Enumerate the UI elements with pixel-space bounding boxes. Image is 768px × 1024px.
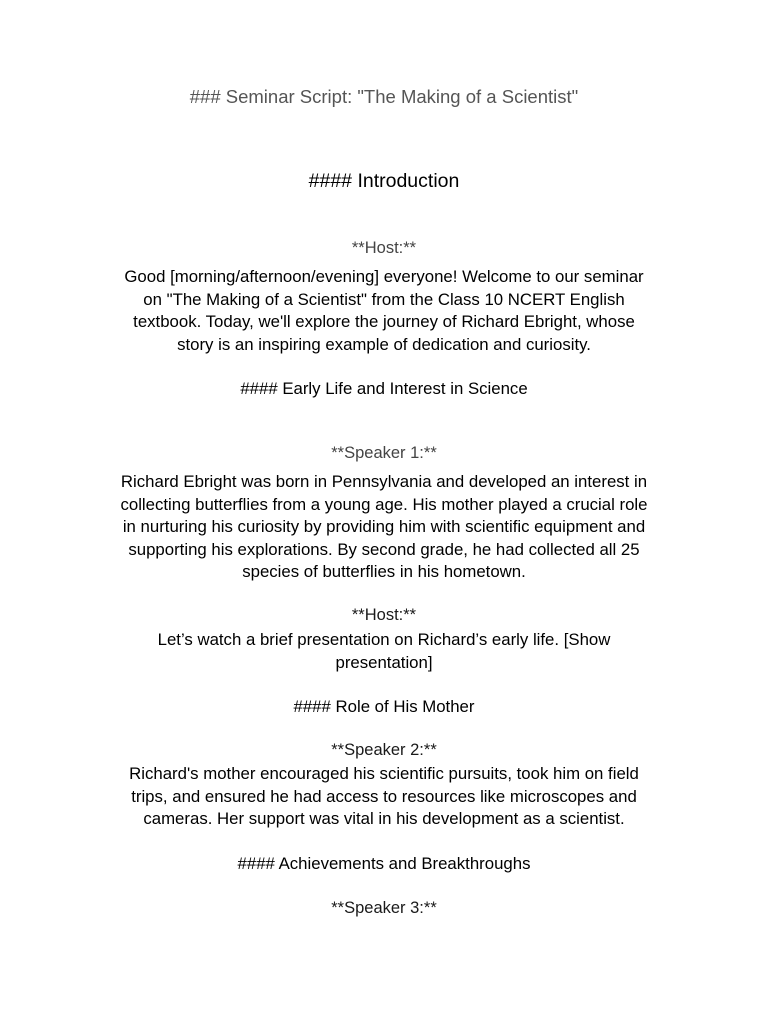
paragraph-line: cameras. Her support was vital in his development as a scientist. [143,809,625,829]
paragraph-line: in nurturing his curiosity by providing him with scientific equipment and [122,517,646,537]
host-label: **Host:** [351,239,417,257]
early-life-heading: #### Early Life and Interest in Science [240,379,528,398]
paragraph-line: trips, and ensured he had access to resources like microscopes and [131,786,637,806]
paragraph-line: textbook. Today, we'll explore the journey of Richard Ebright, whose [133,312,635,332]
speaker-2-paragraph [90,763,678,831]
speaker-1-label: **Speaker 1:** [331,444,437,462]
introduction-heading: #### Introduction [308,170,460,192]
paragraph-line: Let’s watch a brief presentation on Richard’s early life. [Show [157,630,611,649]
achievements-heading: #### Achievements and Breakthroughs [237,854,531,873]
paragraph-line: Good [morning/afternoon/evening] everyone! Welcome to our seminar [124,267,644,286]
paragraph-line: Richard's mother encouraged his scientific pursuits, took him on field [129,764,639,783]
paragraph-line: on "The Making of a Scientist" from the Class 10 NCERT English [143,289,625,309]
paragraph-line: supporting his explorations. By second grade, he had collected all 25 [128,539,640,559]
speaker-3-label: **Speaker 3:** [331,899,437,917]
speaker-2-label: **Speaker 2:** [331,741,437,759]
document-title: ### Seminar Script: "The Making of a Scientist" [189,86,579,107]
mother-heading: #### Role of His Mother [293,697,475,716]
paragraph-line: collecting butterflies from a young age. His mother played a crucial role [120,494,648,514]
paragraph-line: species of butterflies in his hometown. [242,562,526,582]
paragraph-line: presentation] [335,652,433,672]
paragraph-line: Richard Ebright was born in Pennsylvania and developed an interest in [120,472,648,491]
speaker-1-paragraph [90,471,678,584]
paragraph-line: story is an inspiring example of dedication and curiosity. [177,334,591,354]
host-paragraph-2 [90,629,678,674]
host-label-2: **Host:** [351,606,417,624]
intro-paragraph [90,266,678,356]
